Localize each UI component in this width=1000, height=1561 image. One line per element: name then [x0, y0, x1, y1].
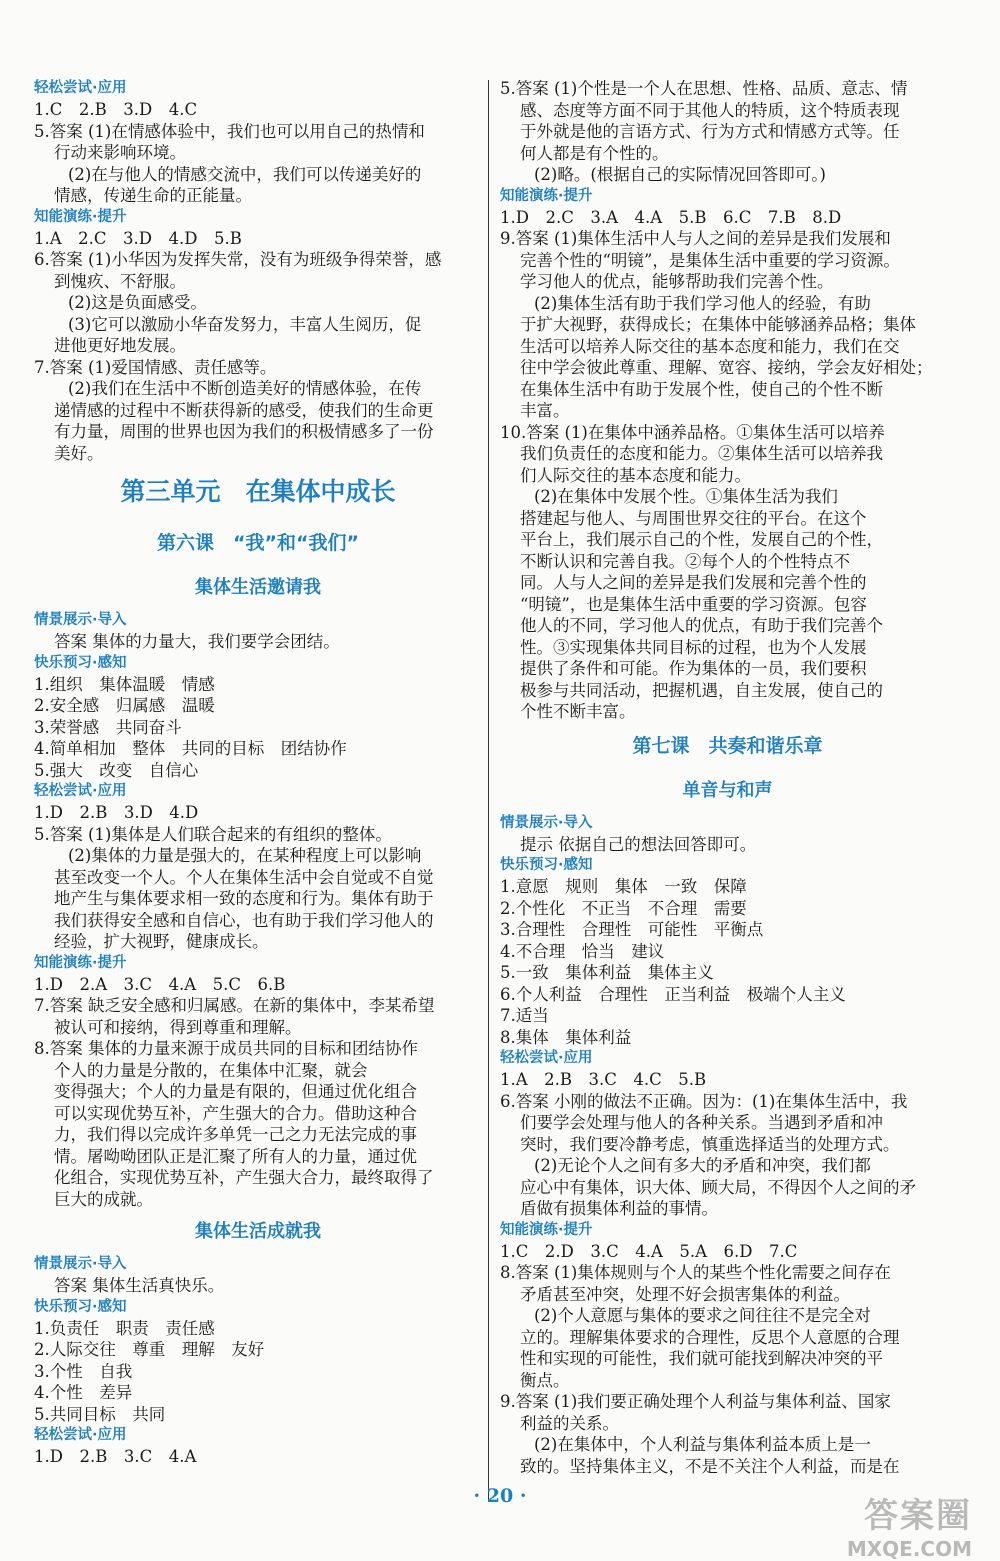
watermark-logo [847, 1488, 972, 1561]
answer-line: 性和实现的可能性，我们就可能找到解决冲突的平 [520, 1349, 883, 1368]
answer-line: (2)集体生活有助于我们学习他人的经验，有助 [534, 293, 871, 313]
answer-line: 衡点。 [520, 1370, 570, 1390]
answer-line: (2)我们在生活中不断创造美好的情感体验，在传 [68, 379, 422, 398]
answer-line: 有力量，周围的世界也因为我们的积极情感多了一份 [54, 422, 434, 441]
section-label: 知能演练·提升 [34, 954, 127, 971]
section-label: 情景展示·导入 [34, 1256, 127, 1272]
answer-line: (2)在集体中，个人利益与集体利益本质上是一 [534, 1435, 871, 1454]
right-column [500, 78, 955, 1477]
answer-line: 完善个性的“明镜”，是集体生活中重要的学习资源。 [520, 250, 900, 270]
answer-line: 个人的力量是分散的，在集体中汇聚，就会 [54, 1060, 368, 1080]
answer-line: 10.答案 (1)在集体中涵养品格。①集体生活可以培养 [500, 422, 885, 442]
answer-line: 8.答案 集体的力量来源于成员共同的目标和团结协作 [34, 1039, 418, 1058]
answer-line: (2)无论个人之间有多大的矛盾和冲突，我们都 [534, 1156, 871, 1175]
answer-line: 1.C 2.B 3.D 4.C [34, 100, 198, 119]
answer-line: 5.一致 集体利益 集体主义 [500, 963, 714, 982]
answer-line: 9.答案 (1)集体生活中人与人之间的差异是我们发展和 [500, 229, 891, 248]
answer-line: 被认可和接纳，得到尊重和理解。 [54, 1017, 302, 1037]
answer-line: 丰富。 [520, 401, 570, 420]
answer-line: 1.C 2.D 3.C 4.A 5.A 6.D 7.C [500, 1241, 798, 1261]
answer-line: 8.答案 (1)集体规则与个人的某些个性化需要之间存在 [500, 1263, 891, 1282]
answer-line: 生活可以培养人际交往的基本态度和能力，我们在交 [520, 336, 900, 356]
answer-line: 往中学会彼此尊重、理解、宽容、接纳，学会友好相处； [520, 358, 933, 377]
lesson-title: 第六课 “我”和“我们” [157, 532, 359, 554]
answer-line: 同。人与人之间的差异是我们发展和完善个性的 [520, 573, 867, 592]
topic-title: 集体生活邀请我 [195, 577, 321, 598]
answer-line: 矛盾甚至冲突，处理不好会损害集体的利益。 [520, 1284, 850, 1304]
section-label: 知能演练·提升 [500, 187, 593, 204]
answer-line: 于扩大视野，获得成长；在集体中能够涵养品格；集体 [520, 315, 916, 334]
section-label: 情景展示·导入 [500, 814, 593, 831]
answer-line: 提示 依据自己的想法回答即可。 [520, 834, 757, 854]
watermark-line2: MXQE.COM [846, 1537, 972, 1561]
answer-line: 6.个人利益 合理性 正当利益 极端个人主义 [500, 984, 846, 1004]
answer-line: (3)它可以激励小华奋发努力，丰富人生阅历，促 [68, 314, 422, 334]
section-label: 知能演练·提升 [500, 1221, 593, 1238]
answer-line: 在集体生活中有助于发展个性，使自己的个性不断 [520, 379, 883, 399]
answer-line: 他人的不同，学习他人的优点，有助于我们完善个 [520, 616, 883, 635]
answer-line: 9.答案 (1)我们要正确处理个人利益与集体利益、国家 [500, 1392, 891, 1411]
answer-line: 1.A 2.C 3.D 4.D 5.B [34, 228, 242, 248]
answer-line: 极参与共同活动，把握机遇，自主发展，使自己的 [520, 680, 883, 700]
answer-line: 2.人际交往 尊重 理解 友好 [34, 1340, 265, 1359]
topic-title: 集体生活成就我 [195, 1221, 321, 1242]
topic-title: 单音与和声 [682, 779, 773, 801]
answer-line: 答案 集体生活真快乐。 [54, 1276, 225, 1295]
answer-line: 地产生与集体要求相一致的态度和行为。集体有助于 [54, 889, 434, 908]
answer-line: (2)略。(根据自己的实际情况回答即可。) [534, 165, 826, 184]
answer-line: 7.适当 [500, 1006, 549, 1025]
answer-line: 1.D 2.B 3.D 4.D [34, 803, 199, 822]
answer-line: 4.简单相加 整体 共同的目标 团结协作 [34, 739, 347, 758]
answer-line: 2.个性化 不正当 不合理 需要 [500, 898, 747, 918]
answer-line: 5.共同目标 共同 [34, 1404, 166, 1424]
answer-line: 3.个性 自我 [34, 1361, 133, 1381]
answer-line: 2.安全感 归属感 温暖 [34, 696, 215, 715]
page-number: · 20 · [473, 1485, 527, 1507]
answer-line: 1.意愿 规则 集体 一致 保障 [500, 877, 747, 896]
answer-line: 到愧疚、不舒服。 [54, 271, 186, 291]
answer-line: (2)集体的力量是强大的，在某种程度上可以影响 [68, 846, 422, 865]
answer-line: 巨大的成就。 [54, 1189, 153, 1209]
section-label: 知能演练·提升 [34, 208, 127, 225]
watermark-line1: 答案圈 [864, 1496, 972, 1536]
answer-line: 不断认识和完善自我。②每个人的个性特点不 [520, 551, 850, 571]
answer-line: 5.答案 (1)在情感体验中，我们也可以用自己的热情和 [34, 121, 425, 141]
answer-line: 们人际交往的基本态度和能力。 [520, 465, 751, 485]
section-label: 情景展示·导入 [34, 612, 127, 628]
section-label: 轻松尝试·应用 [34, 1427, 127, 1443]
answer-line: 何人都是有个性的。 [520, 143, 669, 163]
answer-line: (2)在与他人的情感交流中，我们可以传递美好的 [68, 164, 422, 184]
answer-line: 递情感的过程中不断获得新的感受，使我们的生命更 [54, 400, 434, 420]
answer-line: (2)在集体中发展个性。①集体生活为我们 [534, 487, 838, 506]
answer-line: 7.答案 (1)爱国情感、责任感等。 [34, 357, 277, 377]
answer-line: 提供了条件和可能。作为集体的一员，我们要积 [520, 659, 867, 678]
answer-line: 5.答案 (1)个性是一个人在思想、性格、品质、意志、情 [500, 79, 908, 98]
answer-line: 个性不断丰富。 [520, 702, 636, 721]
answer-line: 1.D 2.A 3.C 4.A 5.C 6.B [34, 974, 286, 994]
answer-line: 我们获得安全感和自信心，也有助于我们学习他人的 [54, 910, 434, 930]
section-label: 快乐预习·感知 [34, 1298, 127, 1315]
section-label: 快乐预习·感知 [34, 654, 127, 671]
section-label: 快乐预习·感知 [500, 857, 593, 873]
unit-title: 第三单元 在集体中成长 [120, 477, 396, 506]
answer-line: 美好。 [54, 443, 104, 463]
answer-line: 力，我们得以完成许多单凭一己之力无法完成的事 [54, 1125, 417, 1144]
answer-line: 情感，传递生命的正能量。 [54, 186, 252, 205]
section-label: 轻松尝试·应用 [34, 80, 127, 96]
answer-line: 利益的关系。 [520, 1413, 619, 1433]
answer-line: 性。③实现集体共同目标的过程，也为个人发展 [520, 637, 867, 657]
answer-line: 6.答案 小刚的做法不正确。因为：(1)在集体生活中，我 [500, 1091, 908, 1111]
answer-line: 盾做有损集体利益的事情。 [520, 1199, 718, 1218]
answer-line: 情。屠呦呦团队正是汇聚了所有人的力量，通过优 [54, 1146, 417, 1166]
answer-line: 可以实现优势互补，产生强大的合力。借助这种合 [54, 1103, 417, 1123]
answer-line: 1.负责任 职责 责任感 [34, 1318, 215, 1338]
answer-line: 学习他人的优点，能够帮助我们完善个性。 [520, 272, 834, 291]
left-column [34, 78, 482, 1468]
answer-line: 4.个性 差异 [34, 1383, 133, 1402]
answer-line: 我们负责任的态度和能力。②集体生活可以培养我 [520, 444, 883, 463]
answer-line: 1.A 2.B 3.C 4.C 5.B [500, 1070, 707, 1089]
answer-line: “明镜”，也是集体生活中重要的学习资源。包容 [520, 594, 867, 614]
answer-line: 5.强大 改变 自信心 [34, 760, 199, 780]
section-label: 轻松尝试·应用 [500, 1050, 593, 1066]
column-divider [488, 80, 489, 1500]
answer-line: 们要学会处理与他人的各种关系。当遇到矛盾和冲 [520, 1113, 883, 1132]
lesson-title: 第七课 共奏和谐乐章 [632, 734, 823, 757]
answer-line: 1.组织 集体温暖 情感 [34, 674, 215, 694]
answer-line: 甚至改变一个人。个人在集体生活中会自觉或不自觉 [54, 867, 434, 887]
answer-line: 8.集体 集体利益 [500, 1027, 632, 1047]
answer-line: (2)这是负面感受。 [68, 293, 207, 312]
answer-line: 1.D 2.C 3.A 4.A 5.B 6.C 7.B 8.D [500, 207, 842, 227]
answer-line: 变得强大；个人的力量是有限的，但通过优化组合 [54, 1082, 417, 1101]
answer-line: 搭建起与他人、与周围世界交往的平台。在这个 [520, 508, 867, 528]
answer-line: 进他更好地发展。 [54, 336, 186, 355]
answer-line: 应心中有集体，识大体、顾大局，不得因个人之间的矛 [520, 1177, 916, 1197]
answer-line: 行动来影响环境。 [54, 143, 186, 162]
answer-line: 立的。理解集体要求的合理性，反思个人意愿的合理 [520, 1327, 900, 1347]
section-label: 轻松尝试·应用 [34, 783, 127, 799]
answer-line: 7.答案 缺乏安全感和归属感。在新的集体中，李某希望 [34, 996, 435, 1015]
answer-line: 5.答案 (1)集体是人们联合起来的有组织的整体。 [34, 824, 392, 844]
answer-line: 1.D 2.B 3.C 4.A [34, 1447, 197, 1466]
answer-line: 6.答案 (1)小华因为发挥失常，没有为班级争得荣誉，感 [34, 250, 442, 269]
answer-line: (2)个人意愿与集体的要求之间往往不是完全对 [534, 1306, 871, 1325]
answer-line: 突时，我们要冷静考虑，慎重选择适当的处理方式。 [520, 1134, 900, 1154]
answer-line: 致的。坚持集体主义，不是不关注个人利益，而是在 [520, 1456, 900, 1476]
answer-line: 3.荣誉感 共同奋斗 [34, 717, 182, 737]
answer-line: 平台上，我们展示自己的个性，发展自己的个性， [520, 530, 883, 549]
answer-line: 经验，扩大视野，健康成长。 [54, 932, 269, 951]
answer-line: 感、态度等方面不同于其他人的特质，这个特质表现 [520, 100, 900, 120]
answer-line: 于外就是他的言语方式、行为方式和情感方式等。任 [520, 122, 900, 141]
answer-line: 答案 集体的力量大，我们要学会团结。 [54, 632, 340, 651]
answer-line: 4.不合理 恰当 建议 [500, 941, 665, 961]
answer-line: 3.合理性 合理性 可能性 平衡点 [500, 920, 764, 939]
answer-line: 化组合，实现优势互补，产生强大合力，最终取得了 [54, 1168, 434, 1187]
